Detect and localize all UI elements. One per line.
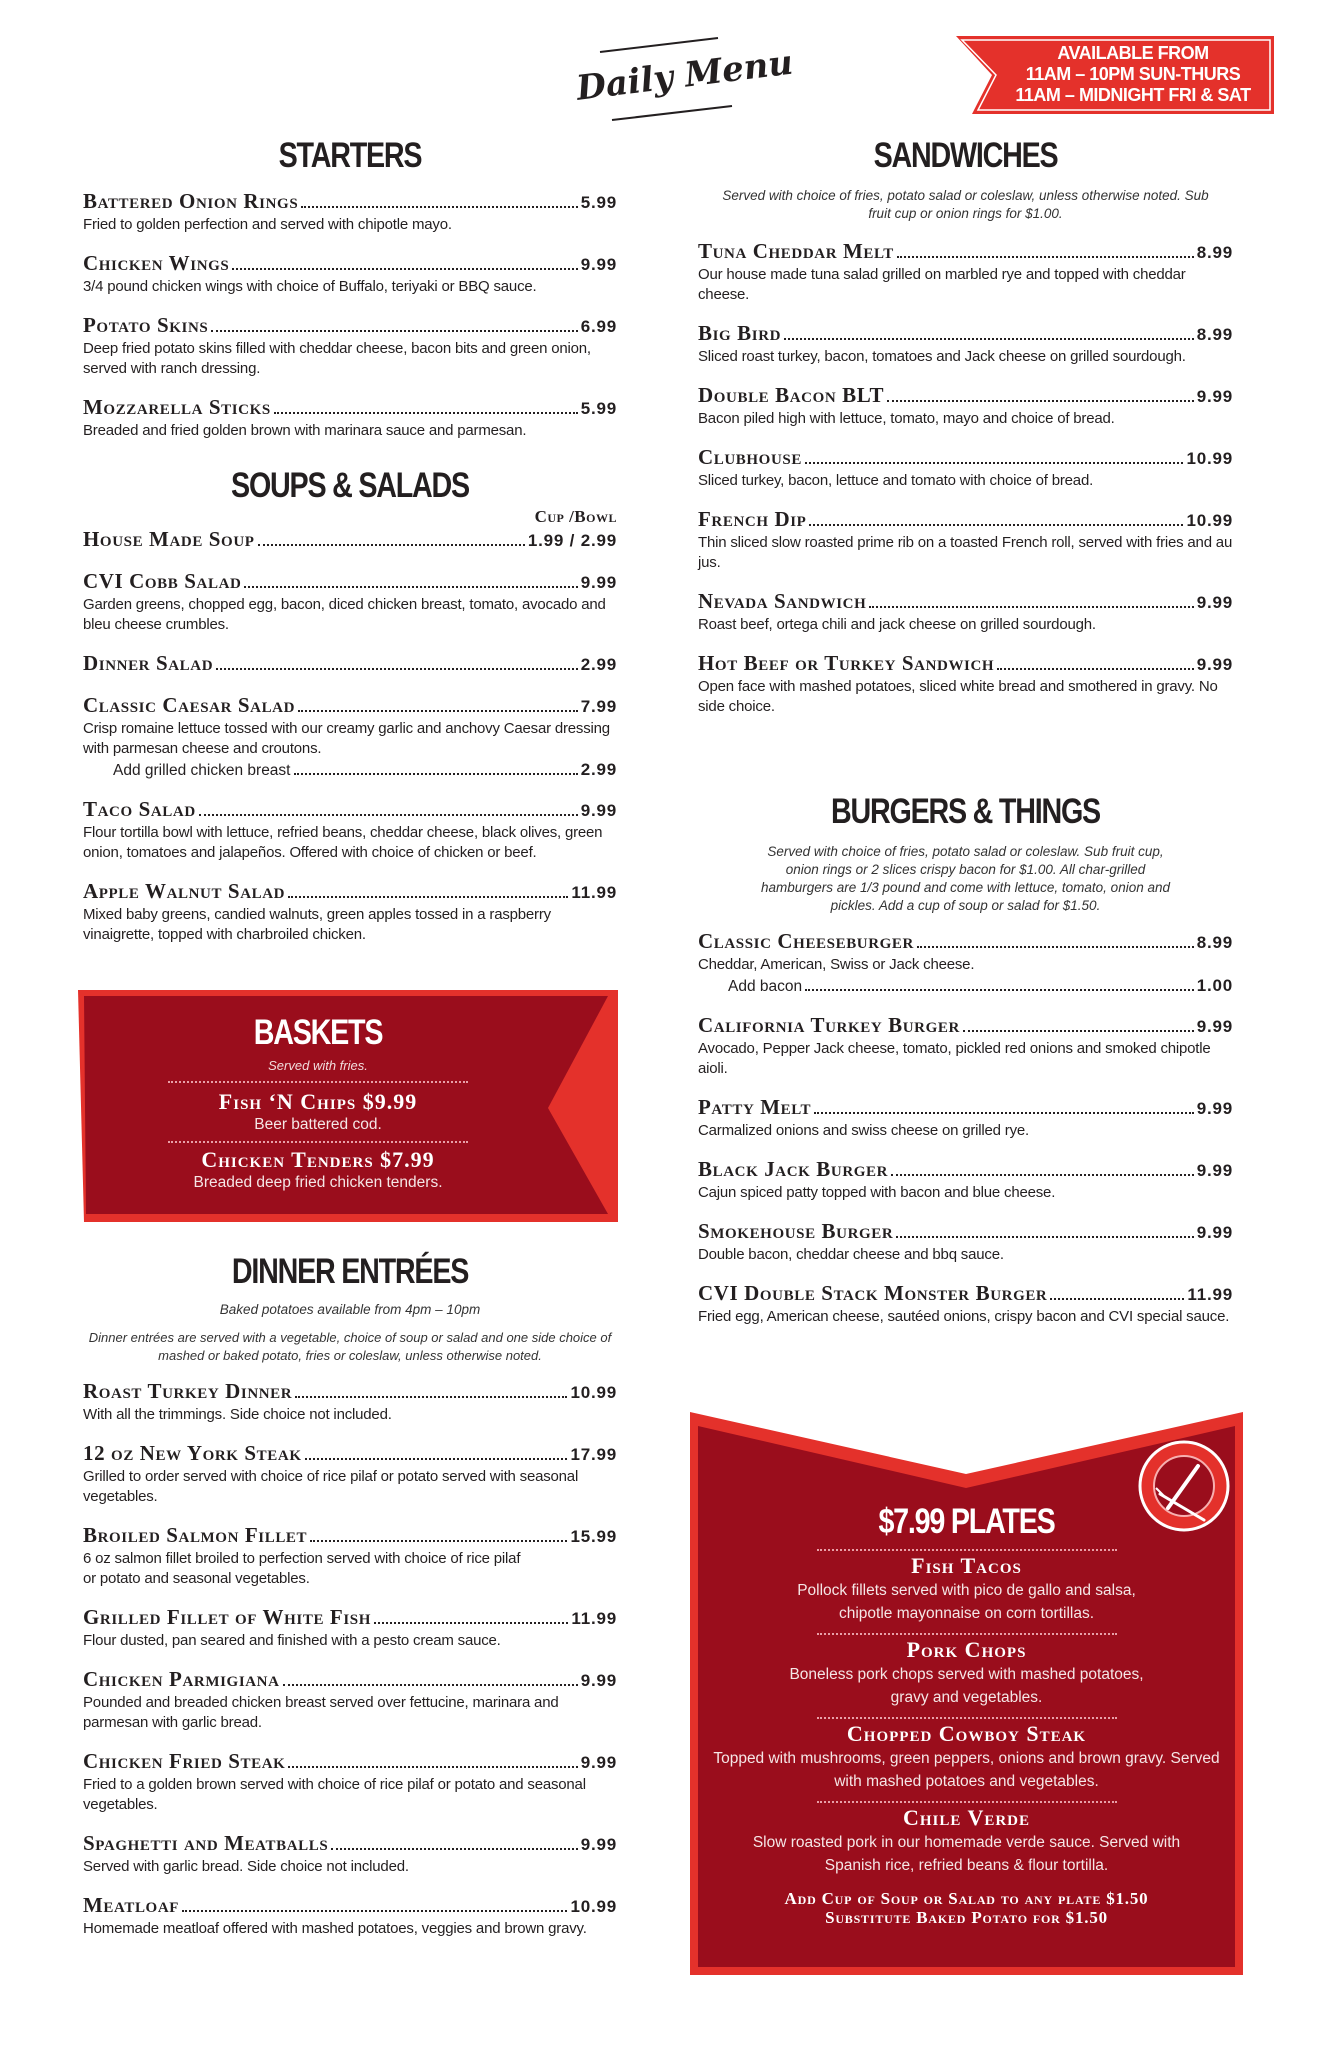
basket-item-desc: Breaded deep fried chicken tenders. bbox=[193, 1174, 443, 1191]
item-name: Roast Turkey Dinner bbox=[83, 1379, 293, 1403]
menu-item bbox=[698, 651, 1233, 717]
addon-name: Add bacon bbox=[728, 978, 803, 995]
item-description: Flour dusted, pan seared and finished with a pesto cream sauce. bbox=[83, 1632, 501, 1649]
menu-item bbox=[83, 693, 617, 781]
item-name: Clubhouse bbox=[698, 445, 802, 469]
baskets-banner bbox=[78, 990, 618, 1226]
item-name: Grilled Fillet of White Fish bbox=[83, 1605, 371, 1629]
addon-price: 1.00 bbox=[1196, 976, 1233, 995]
item-name: Chicken Wings bbox=[83, 251, 230, 275]
item-price: 15.99 bbox=[570, 1527, 617, 1546]
item-name: Broiled Salmon Fillet bbox=[83, 1523, 308, 1547]
item-price: 10.99 bbox=[1186, 511, 1233, 530]
item-price: 9.99 bbox=[580, 1835, 617, 1854]
basket-item-name: Chicken Tenders $7.99 bbox=[201, 1147, 435, 1172]
menu-item bbox=[83, 395, 617, 441]
item-price: 1.99 / 2.99 bbox=[527, 531, 617, 550]
item-description: Served with garlic bread. Side choice not included. bbox=[83, 1858, 409, 1875]
item-name: Big Bird bbox=[698, 321, 782, 345]
hours-badge bbox=[956, 36, 1276, 116]
item-name: French Dip bbox=[698, 507, 807, 531]
menu-item bbox=[83, 1831, 617, 1877]
item-price: 9.99 bbox=[1196, 1161, 1233, 1180]
menu-item bbox=[83, 1893, 617, 1939]
item-name: Chicken Fried Steak bbox=[83, 1749, 286, 1773]
item-description: Thin sliced slow roasted prime rib on a toasted French roll, served with fries and au jus. bbox=[698, 534, 1233, 571]
menu-item bbox=[83, 251, 617, 297]
item-name: Nevada Sandwich bbox=[698, 589, 867, 613]
menu-item bbox=[698, 929, 1233, 997]
item-name: House Made Soup bbox=[83, 527, 255, 551]
menu-item bbox=[698, 1281, 1233, 1327]
item-name: Classic Cheeseburger bbox=[698, 929, 914, 953]
section-title: BURGERS & THINGS bbox=[831, 792, 1100, 831]
item-price: 2.99 bbox=[580, 655, 617, 674]
entrees-section bbox=[83, 1254, 617, 1939]
item-name: Meatloaf bbox=[83, 1893, 180, 1917]
item-price: 7.99 bbox=[580, 697, 617, 716]
plate-item-desc: Topped with mushrooms, green peppers, onions and brown gravy. Served with mashed potatoes and vegetables. bbox=[713, 1750, 1220, 1790]
menu-item bbox=[698, 1157, 1233, 1203]
item-name: Apple Walnut Salad bbox=[83, 879, 286, 903]
section-title: BASKETS bbox=[253, 1013, 383, 1052]
item-description: Carmalized onions and swiss cheese on grilled rye. bbox=[698, 1122, 1030, 1139]
item-description: Mixed baby greens, candied walnuts, green apples tossed in a raspberry vinaigrette, topped with charbroiled chicken. bbox=[83, 906, 551, 943]
plate-item-name: Chopped Cowboy Steak bbox=[846, 1721, 1087, 1746]
menu-item bbox=[698, 1219, 1233, 1265]
starters-section bbox=[83, 138, 617, 441]
menu-item bbox=[83, 1605, 617, 1651]
item-name: Double Bacon BLT bbox=[698, 383, 885, 407]
plate-item-name: Pork Chops bbox=[906, 1637, 1027, 1662]
item-price: 9.99 bbox=[1196, 1017, 1233, 1036]
item-description: Cheddar, American, Swiss or Jack cheese. bbox=[698, 956, 975, 973]
item-description: Double bacon, cheddar cheese and bbq sauce. bbox=[698, 1246, 1004, 1263]
item-price: 10.99 bbox=[570, 1897, 617, 1916]
menu-item bbox=[83, 569, 617, 635]
item-price: 9.99 bbox=[1196, 1099, 1233, 1118]
menu-item bbox=[83, 879, 617, 945]
plate-footer-line: Add Cup of Soup or Salad to any plate $1.50 bbox=[784, 1889, 1149, 1908]
item-price: 9.99 bbox=[580, 1753, 617, 1772]
item-price: 5.99 bbox=[580, 193, 617, 212]
hours-line-1: AVAILABLE FROM bbox=[1057, 43, 1209, 63]
item-description: Fried to a golden brown served with choice of rice pilaf or potato and seasonal vegetables. bbox=[83, 1776, 586, 1813]
item-description: Breaded and fried golden brown with marinara sauce and parmesan. bbox=[83, 422, 527, 439]
item-price: 9.99 bbox=[580, 801, 617, 820]
item-price: 11.99 bbox=[571, 1609, 617, 1628]
item-name: Chicken Parmigiana bbox=[83, 1667, 280, 1691]
menu-item bbox=[83, 1749, 617, 1815]
plate-item-desc: Boneless pork chops served with mashed potatoes, gravy and vegetables. bbox=[789, 1666, 1144, 1706]
menu-title: Daily Menu bbox=[574, 42, 796, 109]
basket-item-name: Fish ‘N Chips $9.99 bbox=[218, 1089, 418, 1114]
plate-item-name: Chile Verde bbox=[902, 1805, 1031, 1830]
section-title: STARTERS bbox=[278, 136, 422, 175]
plate-item-desc: Slow roasted pork in our homemade verde sauce. Served with Spanish rice, refried beans & flour tortilla. bbox=[752, 1834, 1181, 1874]
item-name: Patty Melt bbox=[698, 1095, 812, 1119]
item-price: 11.99 bbox=[1187, 1285, 1233, 1304]
item-description: Deep fried potato skins filled with cheddar cheese, bacon bits and green onion, served with ranch dressing. bbox=[83, 340, 591, 377]
item-name: Potato Skins bbox=[83, 313, 209, 337]
menu-item bbox=[83, 527, 617, 553]
item-price: 10.99 bbox=[570, 1383, 617, 1402]
item-name: Tuna Cheddar Melt bbox=[698, 239, 894, 263]
addon-item bbox=[698, 975, 1233, 997]
menu-item bbox=[83, 313, 617, 379]
item-name: Spaghetti and Meatballs bbox=[83, 1831, 329, 1855]
item-description: Our house made tuna salad grilled on marbled rye and topped with cheddar cheese. bbox=[698, 266, 1186, 303]
item-price: 8.99 bbox=[1196, 325, 1233, 344]
plates-panel bbox=[690, 1412, 1243, 1975]
item-description: Sliced turkey, bacon, lettuce and tomato with choice of bread. bbox=[698, 472, 1094, 489]
addon-price: 2.99 bbox=[580, 760, 617, 779]
section-title: DINNER ENTRÉES bbox=[231, 1252, 469, 1291]
item-price: 17.99 bbox=[570, 1445, 617, 1464]
item-price: 9.99 bbox=[1196, 1223, 1233, 1242]
section-note: Dinner entrées are served with a vegetable, choice of soup or salad and one side choice of mashed or baked potato, fries or coleslaw, unless otherwise noted. bbox=[88, 1330, 612, 1363]
item-description: Pounded and breaded chicken breast served over fettucine, marinara and parmesan with garlic bread. bbox=[83, 1694, 559, 1731]
item-price: 10.99 bbox=[1186, 449, 1233, 468]
addon-name: Add grilled chicken breast bbox=[113, 762, 291, 779]
item-description: Roast beef, ortega chili and jack cheese on grilled sourdough. bbox=[698, 616, 1096, 633]
section-note: Served with fries. bbox=[268, 1058, 368, 1073]
menu-item bbox=[698, 507, 1233, 573]
item-description: Cajun spiced patty topped with bacon and blue cheese. bbox=[698, 1184, 1056, 1201]
hours-line-3: 11AM – MIDNIGHT FRI & SAT bbox=[1015, 85, 1251, 105]
item-price: 6.99 bbox=[580, 317, 617, 336]
menu-item bbox=[83, 1523, 617, 1589]
soups-salads-section bbox=[83, 468, 617, 945]
item-price: 11.99 bbox=[571, 883, 617, 902]
menu-item bbox=[83, 1667, 617, 1733]
item-price: 8.99 bbox=[1196, 243, 1233, 262]
item-description: Crisp romaine lettuce tossed with our creamy garlic and anchovy Caesar dressing with parmesan cheese and croutons. bbox=[83, 720, 610, 757]
menu-item bbox=[698, 239, 1233, 305]
item-name: 12 oz New York Steak bbox=[83, 1441, 302, 1465]
addon-item bbox=[83, 759, 617, 781]
menu-item bbox=[83, 1379, 617, 1425]
item-name: Dinner Salad bbox=[83, 651, 214, 675]
section-note: Served with choice of fries, potato salad or coleslaw, unless otherwise noted. Sub fruit cup or onion rings for $1.00. bbox=[722, 188, 1209, 221]
item-name: California Turkey Burger bbox=[698, 1013, 960, 1037]
burgers-section bbox=[698, 794, 1233, 1327]
item-description: Avocado, Pepper Jack cheese, tomato, pickled red onions and smoked chipotle aioli. bbox=[698, 1040, 1211, 1077]
menu-item bbox=[698, 445, 1233, 491]
item-description: Grilled to order served with choice of rice pilaf or potato served with seasonal vegetables. bbox=[83, 1468, 579, 1505]
basket-item-desc: Beer battered cod. bbox=[254, 1116, 382, 1133]
menu-item bbox=[698, 1013, 1233, 1079]
item-price: 9.99 bbox=[580, 255, 617, 274]
section-note: Served with choice of fries, potato salad or coleslaw. Sub fruit cup, onion rings or 2 slices crispy bacon for $1.00. All char-grilled hamburgers are 1/3 pound and come with lettuce, tomato, onion and pickles. Add a cup of soup or salad for $1.50. bbox=[760, 844, 1170, 913]
hours-line-2: 11AM – 10PM SUN-THURS bbox=[1025, 64, 1241, 84]
cup-bowl-label: Cup /Bowl bbox=[534, 507, 617, 526]
item-name: Classic Caesar Salad bbox=[83, 693, 296, 717]
section-title: SANDWICHES bbox=[873, 136, 1058, 175]
daily-menu-logo bbox=[560, 30, 796, 125]
section-title: $7.99 PLATES bbox=[878, 1502, 1055, 1541]
menu-item bbox=[83, 651, 617, 677]
sandwiches-section bbox=[698, 138, 1233, 717]
item-description: Sliced roast turkey, bacon, tomatoes and Jack cheese on grilled sourdough. bbox=[698, 348, 1186, 365]
item-name: Taco Salad bbox=[83, 797, 196, 821]
menu-item bbox=[83, 797, 617, 863]
item-price: 9.99 bbox=[580, 1671, 617, 1690]
item-description: Flour tortilla bowl with lettuce, refried beans, cheddar cheese, black olives, green onion, tomatoes and jalapeños. Offered with choice of chicken or beef. bbox=[83, 824, 603, 861]
item-name: CVI Cobb Salad bbox=[83, 569, 242, 593]
item-name: Mozzarella Sticks bbox=[83, 395, 271, 419]
item-description: Homemade meatloaf offered with mashed potatoes, veggies and brown gravy. bbox=[83, 1920, 587, 1937]
item-description: 6 oz salmon fillet broiled to perfection served with choice of rice pilaf or potato and seasonal vegetables. bbox=[83, 1550, 521, 1587]
item-description: With all the trimmings. Side choice not included. bbox=[83, 1406, 392, 1423]
plate-item-name: Fish Tacos bbox=[911, 1553, 1022, 1578]
section-title: SOUPS & SALADS bbox=[231, 466, 469, 505]
item-price: 9.99 bbox=[1196, 593, 1233, 612]
section-note: Baked potatoes available from 4pm – 10pm bbox=[219, 1302, 481, 1317]
item-description: Open face with mashed potatoes, sliced white bread and smothered in gravy. No side choice. bbox=[698, 678, 1218, 715]
item-description: Garden greens, chopped egg, bacon, diced chicken breast, tomato, avocado and bleu cheese crumbles. bbox=[83, 596, 606, 633]
item-price: 9.99 bbox=[580, 573, 617, 592]
item-description: 3/4 pound chicken wings with choice of Buffalo, teriyaki or BBQ sauce. bbox=[83, 278, 537, 295]
item-price: 9.99 bbox=[1196, 655, 1233, 674]
menu-item bbox=[83, 189, 617, 235]
plate-footer-line: Substitute Baked Potato for $1.50 bbox=[825, 1908, 1108, 1927]
menu-item bbox=[698, 321, 1233, 367]
menu-item bbox=[698, 589, 1233, 635]
item-price: 9.99 bbox=[1196, 387, 1233, 406]
menu-item bbox=[83, 1441, 617, 1507]
item-name: Hot Beef or Turkey Sandwich bbox=[698, 651, 995, 675]
item-name: Smokehouse Burger bbox=[698, 1219, 894, 1243]
item-name: CVI Double Stack Monster Burger bbox=[698, 1281, 1048, 1305]
menu-item bbox=[698, 1095, 1233, 1141]
item-price: 5.99 bbox=[580, 399, 617, 418]
item-name: Black Jack Burger bbox=[698, 1157, 889, 1181]
item-description: Bacon piled high with lettuce, tomato, mayo and choice of bread. bbox=[698, 410, 1115, 427]
item-description: Fried to golden perfection and served with chipotle mayo. bbox=[83, 216, 452, 233]
menu-item bbox=[698, 383, 1233, 429]
item-price: 8.99 bbox=[1196, 933, 1233, 952]
plate-item-desc: Pollock fillets served with pico de gallo and salsa, chipotle mayonnaise on corn tortillas. bbox=[797, 1582, 1136, 1622]
item-description: Fried egg, American cheese, sautéed onions, crispy bacon and CVI special sauce. bbox=[698, 1308, 1230, 1325]
item-name: Battered Onion Rings bbox=[83, 189, 299, 213]
